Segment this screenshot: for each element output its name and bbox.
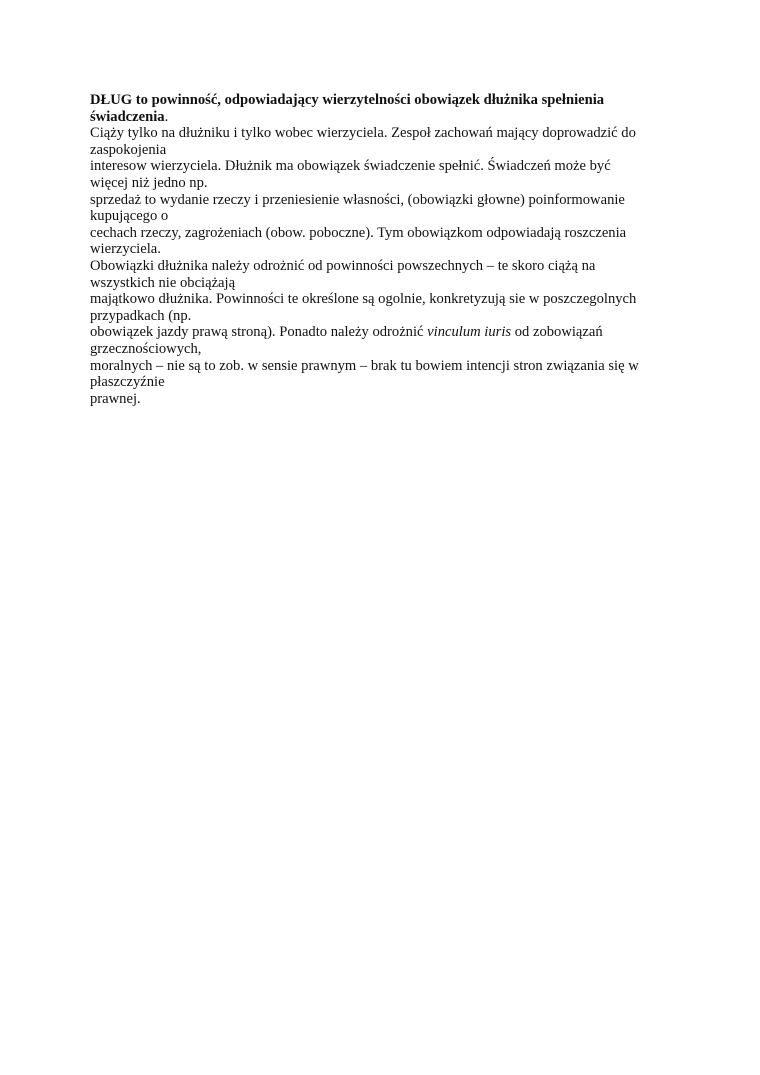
text-line: kupującego o [90,208,169,225]
document-body [90,92,680,407]
text-line: przypadkach (np. [90,307,192,324]
heading-line-1: DŁUG to powinność, odpowiadający wierzytelności obowiązek dłużnika spełnienia [90,92,605,108]
text-line: płaszczyźnie [90,374,165,391]
text-line: sprzedaż to wydanie rzeczy i przeniesienie własności, (obowiązki głowne) poinformowanie [90,191,625,208]
text-line: wierzyciela. [90,241,161,258]
text-line: Obowiązki dłużnika należy odrożnić od powinności powszechnych – te skoro ciążą na [90,257,596,274]
italic-term: vinculum iuris [427,324,512,341]
text-line: Ciąży tylko na dłużniku i tylko wobec wierzyciela. Zespoł zachowań mający doprowadzić do [90,125,636,142]
text-line: prawnej. [90,390,141,407]
heading-line-2-text: świadczenia [90,108,165,125]
text-line: zaspokojenia [90,141,167,158]
text-line: cechach rzeczy, zagrożeniach (obow. poboczne). Tym obowiązkom odpowiadają roszczenia [90,224,627,241]
text-line-with-italic [90,324,680,341]
text-line: więcej niż jedno np. [90,174,208,191]
text-line: majątkowo dłużnika. Powinności te określone są ogolnie, konkretyzują sie w poszczegolnych [90,291,637,308]
italic-line-after: od zobowiązań [511,324,603,341]
text-line: grzecznościowych, [90,340,202,357]
heading-line-2 [90,109,680,126]
text-line: wszystkich nie obciążają [90,274,236,291]
text-line: interesow wierzyciela. Dłużnik ma obowiązek świadczenie spełnić. Świadczeń może być [90,158,611,175]
heading-line-2-tail: . [164,108,169,125]
text-line: moralnych – nie są to zob. w sensie prawnym – brak tu bowiem intencji stron związania się w [90,357,639,374]
italic-line-before: obowiązek jazdy prawą stroną). Ponadto należy odrożnić [90,324,428,341]
